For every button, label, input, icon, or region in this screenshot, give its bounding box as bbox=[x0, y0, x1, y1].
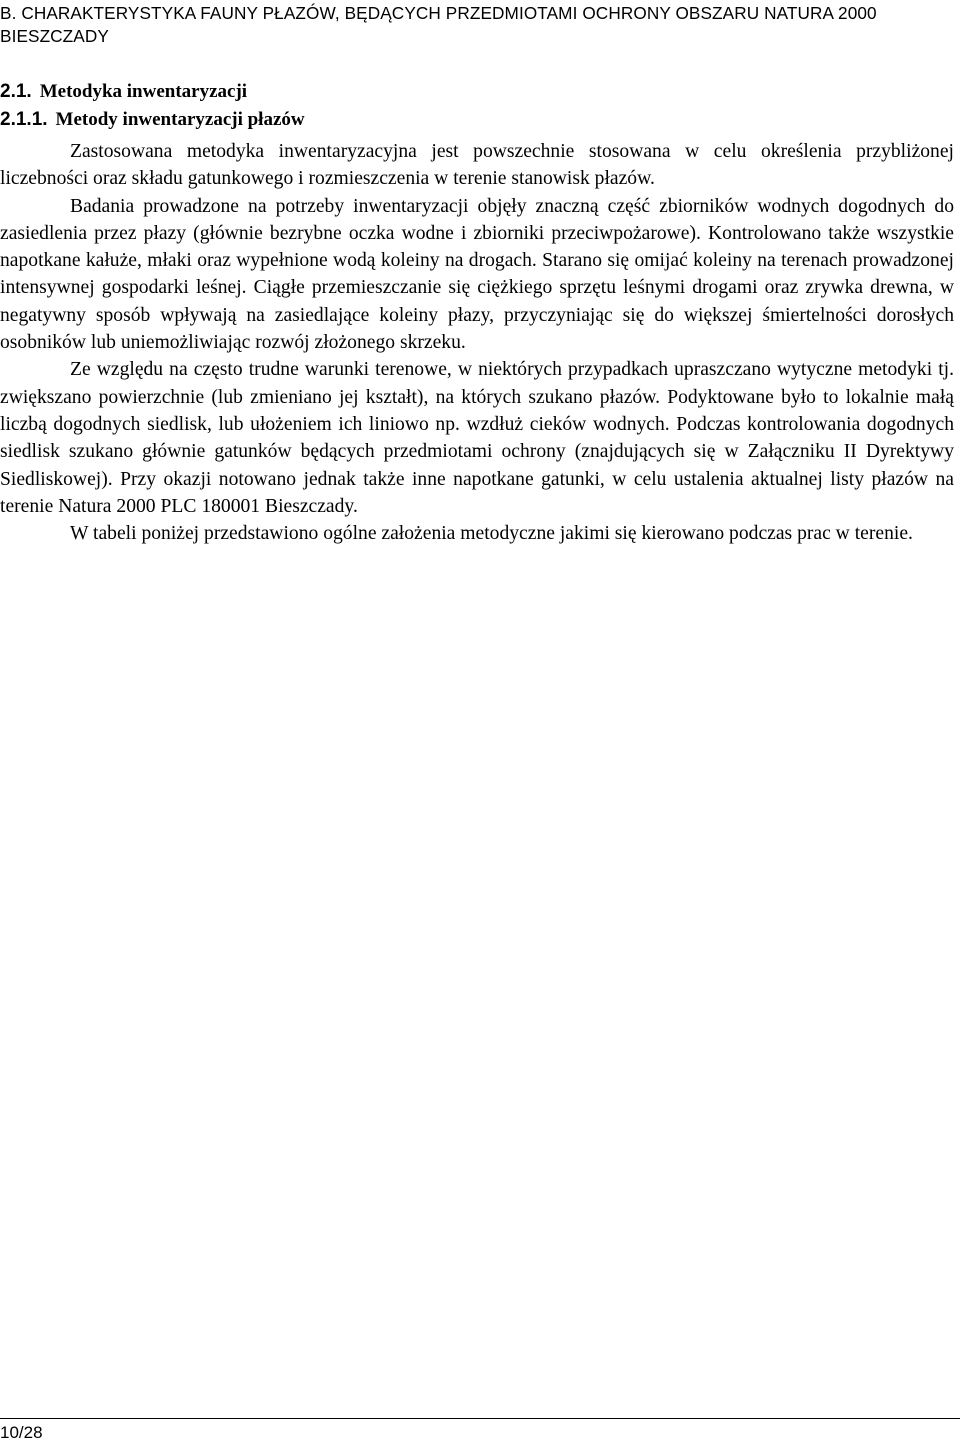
section-heading-2-1-1 bbox=[0, 108, 305, 132]
section-title: Metody inwentaryzacji płazów bbox=[55, 109, 305, 130]
section-number: 2.1. bbox=[0, 81, 32, 102]
page-footer bbox=[0, 1418, 960, 1443]
body-text bbox=[0, 138, 954, 547]
paragraph: Ze względu na często trudne warunki terenowe, w niektórych przypadkach upraszczano wytyczne metodyki tj. zwiększano powierzchnie (lub zmieniano jej kształt), na których szukano płazów. Podyktowane było to lokalnie małą liczbą dogodnych siedlisk, lub ułożeniem ich liniowo np. wzdłuż cieków wodnych. Podczas kontrolowania dogodnych siedlisk szukano głównie gatunków będących przedmiotami ochrony (znajdujących się w Załączniku II Dyrektywy Siedliskowej). Przy okazji notowano jednak także inne napotkane gatunki, w celu ustalenia aktualnej listy płazów na terenie Natura 2000 PLC 180001 Bieszczady. bbox=[0, 359, 954, 517]
paragraph: W tabeli poniżej przedstawiono ogólne założenia metodyczne jakimi się kierowano podczas prac w terenie. bbox=[70, 523, 913, 545]
page-number: 10/28 bbox=[0, 1423, 43, 1442]
section-heading-2-1 bbox=[0, 80, 247, 104]
section-title: Metodyka inwentaryzacji bbox=[39, 81, 248, 102]
paragraph: Badania prowadzone na potrzeby inwentaryzacji objęły znaczną część zbiorników wodnych dogodnych do zasiedlenia przez płazy (głównie bezrybne oczka wodne i zbiorniki przeciwpożarowe). Kontrolowano także wszystkie napotkane kałuże, młaki oraz wypełnione wodą koleiny na drogach. Starano się omijać koleiny na terenach prowadzonej intensywnej gospodarki leśnej. Ciągłe przemieszczanie się ciężkiego sprzętu leśnymi drogami oraz zrywka drewna, w negatywny sposób wpływają na zasiedlające koleiny płazy, przyczyniając się do większej śmiertelności dorosłych osobników lub uniemożliwiając rozwój złożonego skrzeku. bbox=[0, 195, 954, 354]
section-number: 2.1.1. bbox=[0, 109, 48, 130]
paragraph: Zastosowana metodyka inwentaryzacyjna jest powszechnie stosowana w celu określenia przybliżonej liczebności oraz składu gatunkowego i rozmieszczenia w terenie stanowisk płazów. bbox=[0, 141, 954, 190]
running-header: B. CHARAKTERYSTYKA FAUNY PŁAZÓW, BĘDĄCYCH PRZEDMIOTAMI OCHRONY OBSZARU NATURA 2000 BIESZCZADY bbox=[0, 3, 877, 46]
